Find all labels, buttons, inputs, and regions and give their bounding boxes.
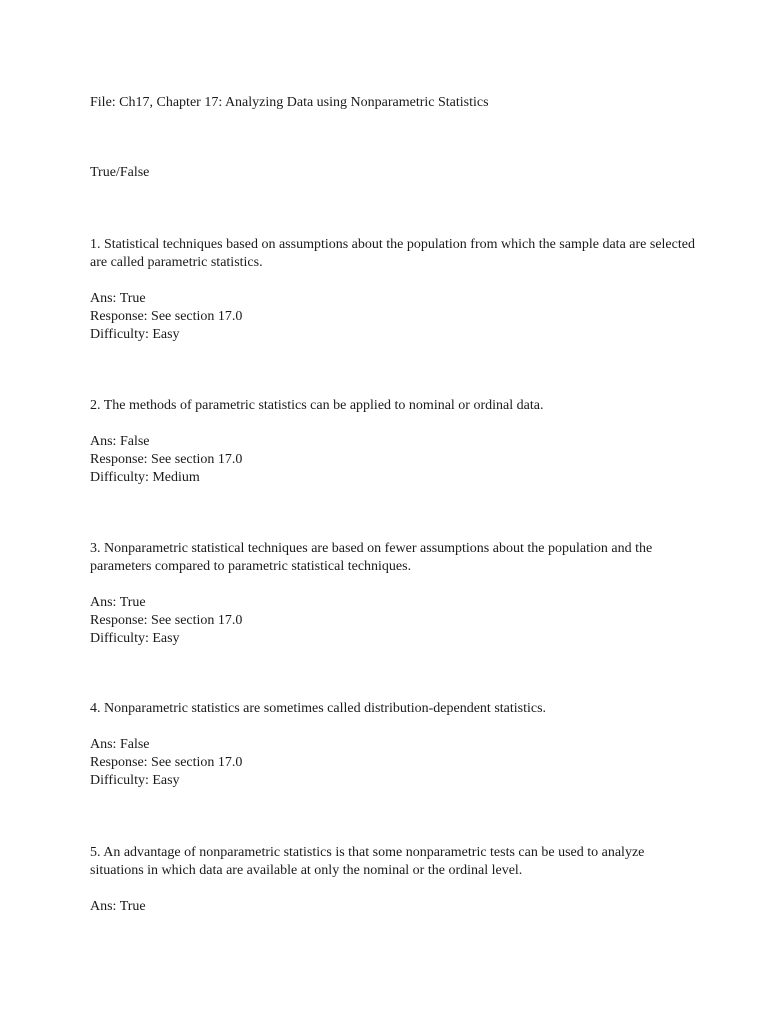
question-meta: [90, 594, 700, 648]
response-line: Response: See section 17.0: [90, 613, 243, 628]
answer-line: Ans: True: [90, 595, 146, 610]
response-line: Response: See section 17.0: [90, 309, 243, 324]
question-meta: [90, 433, 700, 487]
response-line: Response: See section 17.0: [90, 452, 243, 467]
question-text: 4. Nonparametric statistics are sometimes called distribution-dependent statistics.: [90, 701, 547, 716]
difficulty-line: Difficulty: Medium: [90, 470, 200, 485]
answer-line: Ans: False: [90, 737, 150, 752]
difficulty-line: Difficulty: Easy: [90, 631, 180, 646]
answer-line: Ans: True: [90, 291, 146, 306]
question-text: 1. Statistical techniques based on assumptions about the population from which the sample data are selected are called parametric statistics.: [90, 237, 695, 270]
question-text: 3. Nonparametric statistical techniques are based on fewer assumptions about the population and the parameters compared to parametric statistical techniques.: [90, 541, 653, 574]
question-meta: [90, 290, 700, 344]
section-heading: True/False: [90, 165, 150, 180]
question-item: [90, 236, 700, 344]
question-item: [90, 540, 700, 648]
answer-line: Ans: False: [90, 434, 150, 449]
question-item: [90, 844, 700, 916]
file-title: File: Ch17, Chapter 17: Analyzing Data using Nonparametric Statistics: [90, 95, 489, 110]
answer-line: Ans: True: [90, 899, 146, 914]
question-meta: [90, 736, 700, 790]
response-line: Response: See section 17.0: [90, 755, 243, 770]
question-meta: [90, 898, 700, 916]
difficulty-line: Difficulty: Easy: [90, 773, 180, 788]
question-text: 2. The methods of parametric statistics can be applied to nominal or ordinal data.: [90, 398, 544, 413]
question-text: 5. An advantage of nonparametric statistics is that some nonparametric tests can be used to analyze situations in which data are available at only the nominal or the ordinal level.: [90, 845, 645, 878]
question-item: [90, 700, 700, 790]
question-item: [90, 397, 700, 487]
document-page: [90, 94, 700, 914]
difficulty-line: Difficulty: Easy: [90, 327, 180, 342]
